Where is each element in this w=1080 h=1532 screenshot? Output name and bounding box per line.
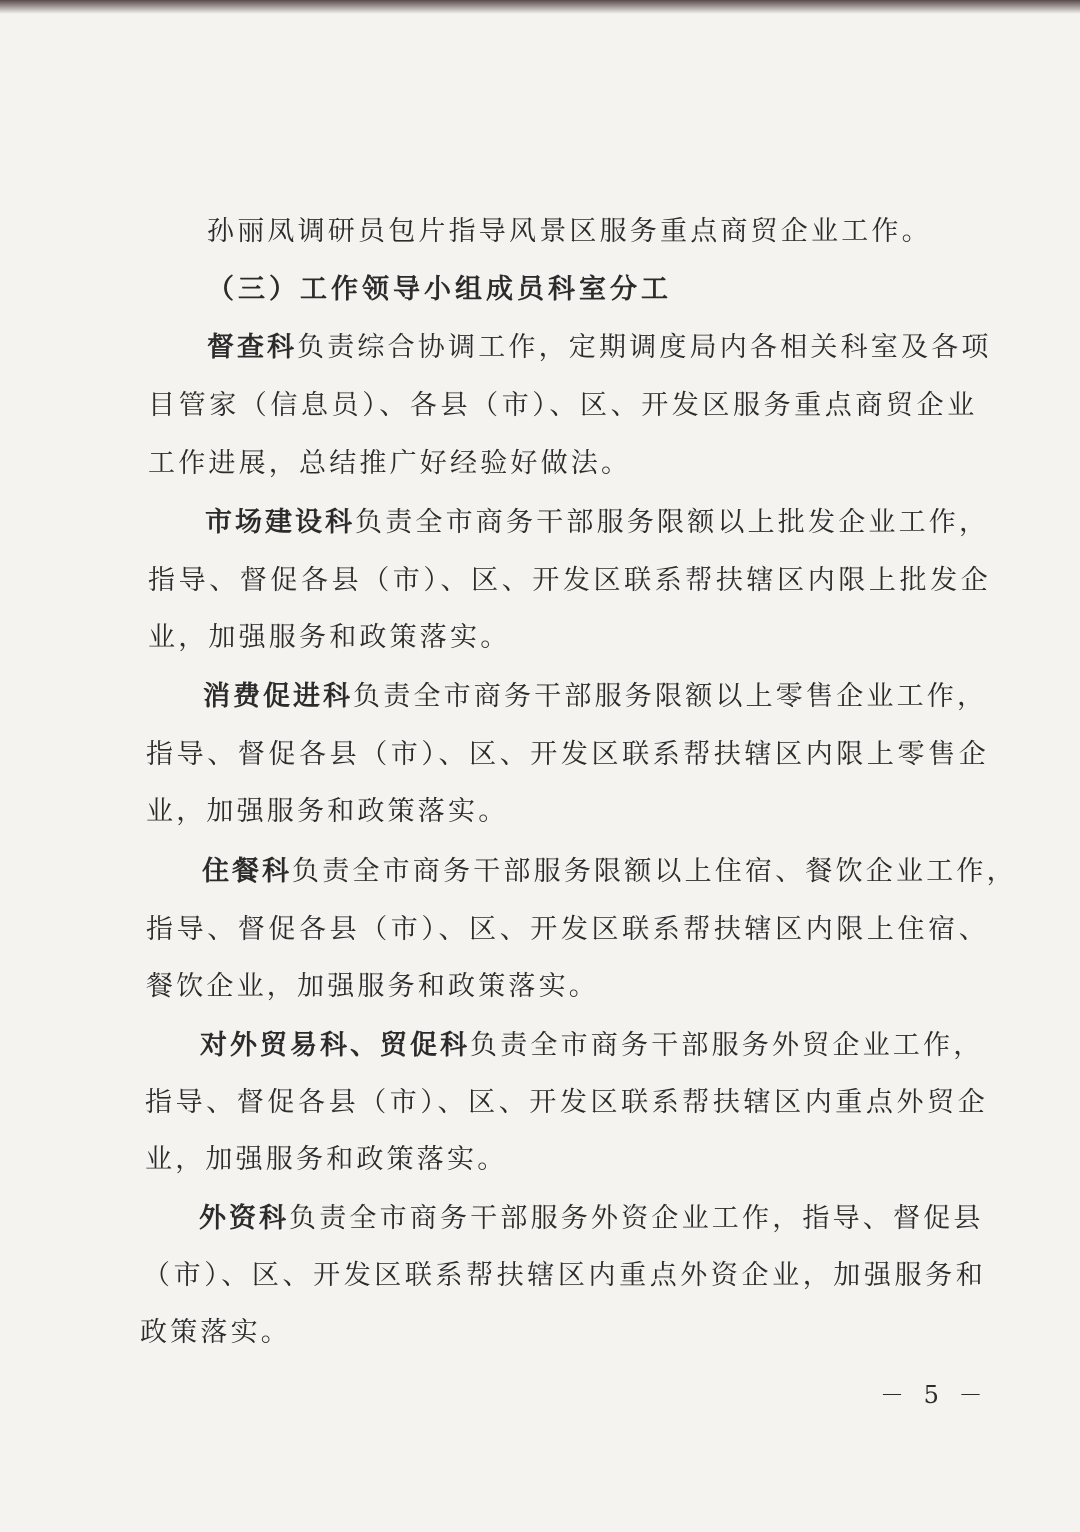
paragraph-line (200, 1028, 983, 1064)
paragraph-line: （市）、区、开发区联系帮扶辖区内重点外资企业，加强服务和 (143, 1260, 987, 1291)
department-name: 消费促进科 (203, 681, 353, 712)
paragraph-line: 业，加强服务和政策落实。 (145, 1144, 508, 1175)
paragraph-line: 指导、督促各县（市）、区、开发区联系帮扶辖区内重点外贸企 (145, 1087, 989, 1118)
paragraph-line (202, 854, 1017, 890)
department-name: 对外贸易科、贸促科 (200, 1030, 470, 1061)
department-name: 住餐科 (202, 856, 292, 887)
paragraph-line: 业，加强服务和政策落实。 (148, 622, 511, 653)
department-name: 外资科 (199, 1203, 289, 1234)
paragraph-line: 指导、督促各县（市）、区、开发区联系帮扶辖区内限上住宿、 (146, 914, 990, 945)
paragraph-line: 指导、督促各县（市）、区、开发区联系帮扶辖区内限上零售企 (146, 739, 990, 770)
paragraph-text: 负责全市商务干部服务外贸企业工作， (470, 1030, 984, 1061)
paragraph-line: 工作进展，总结推广好经验好做法。 (148, 448, 632, 479)
paragraph-line (207, 330, 992, 366)
paragraph-line (203, 679, 987, 715)
page-number: － 5 － (880, 1381, 989, 1409)
text-line: 孙丽凤调研员包片指导风景区服务重点商贸企业工作。 (207, 216, 932, 247)
paragraph-text: 负责全市商务干部服务限额以上批发企业工作， (355, 507, 990, 538)
department-name: 市场建设科 (205, 507, 355, 538)
paragraph-line: 餐饮企业，加强服务和政策落实。 (146, 971, 599, 1002)
paragraph-line: 目管家（信息员）、各县（市）、区、开发区服务重点商贸企业 (148, 390, 978, 421)
paragraph-text: 负责全市商务干部服务限额以上住宿、餐饮企业工作， (292, 856, 1017, 887)
paragraph-line: 政策落实。 (140, 1317, 291, 1348)
paragraph-line (199, 1201, 984, 1237)
paragraph-line: 指导、督促各县（市）、区、开发区联系帮扶辖区内限上批发企 (148, 565, 992, 596)
paragraph-text: 负责全市商务干部服务限额以上零售企业工作， (353, 681, 988, 712)
section-heading: （三）工作领导小组成员科室分工 (207, 274, 672, 305)
paragraph-line: 业，加强服务和政策落实。 (146, 796, 509, 827)
paragraph-text: 负责综合协调工作，定期调度局内各相关科室及各项 (297, 332, 992, 363)
department-name: 督查科 (207, 332, 297, 363)
paragraph-text: 负责全市商务干部服务外资企业工作，指导、督促县 (289, 1203, 984, 1234)
paragraph-line (205, 505, 989, 541)
